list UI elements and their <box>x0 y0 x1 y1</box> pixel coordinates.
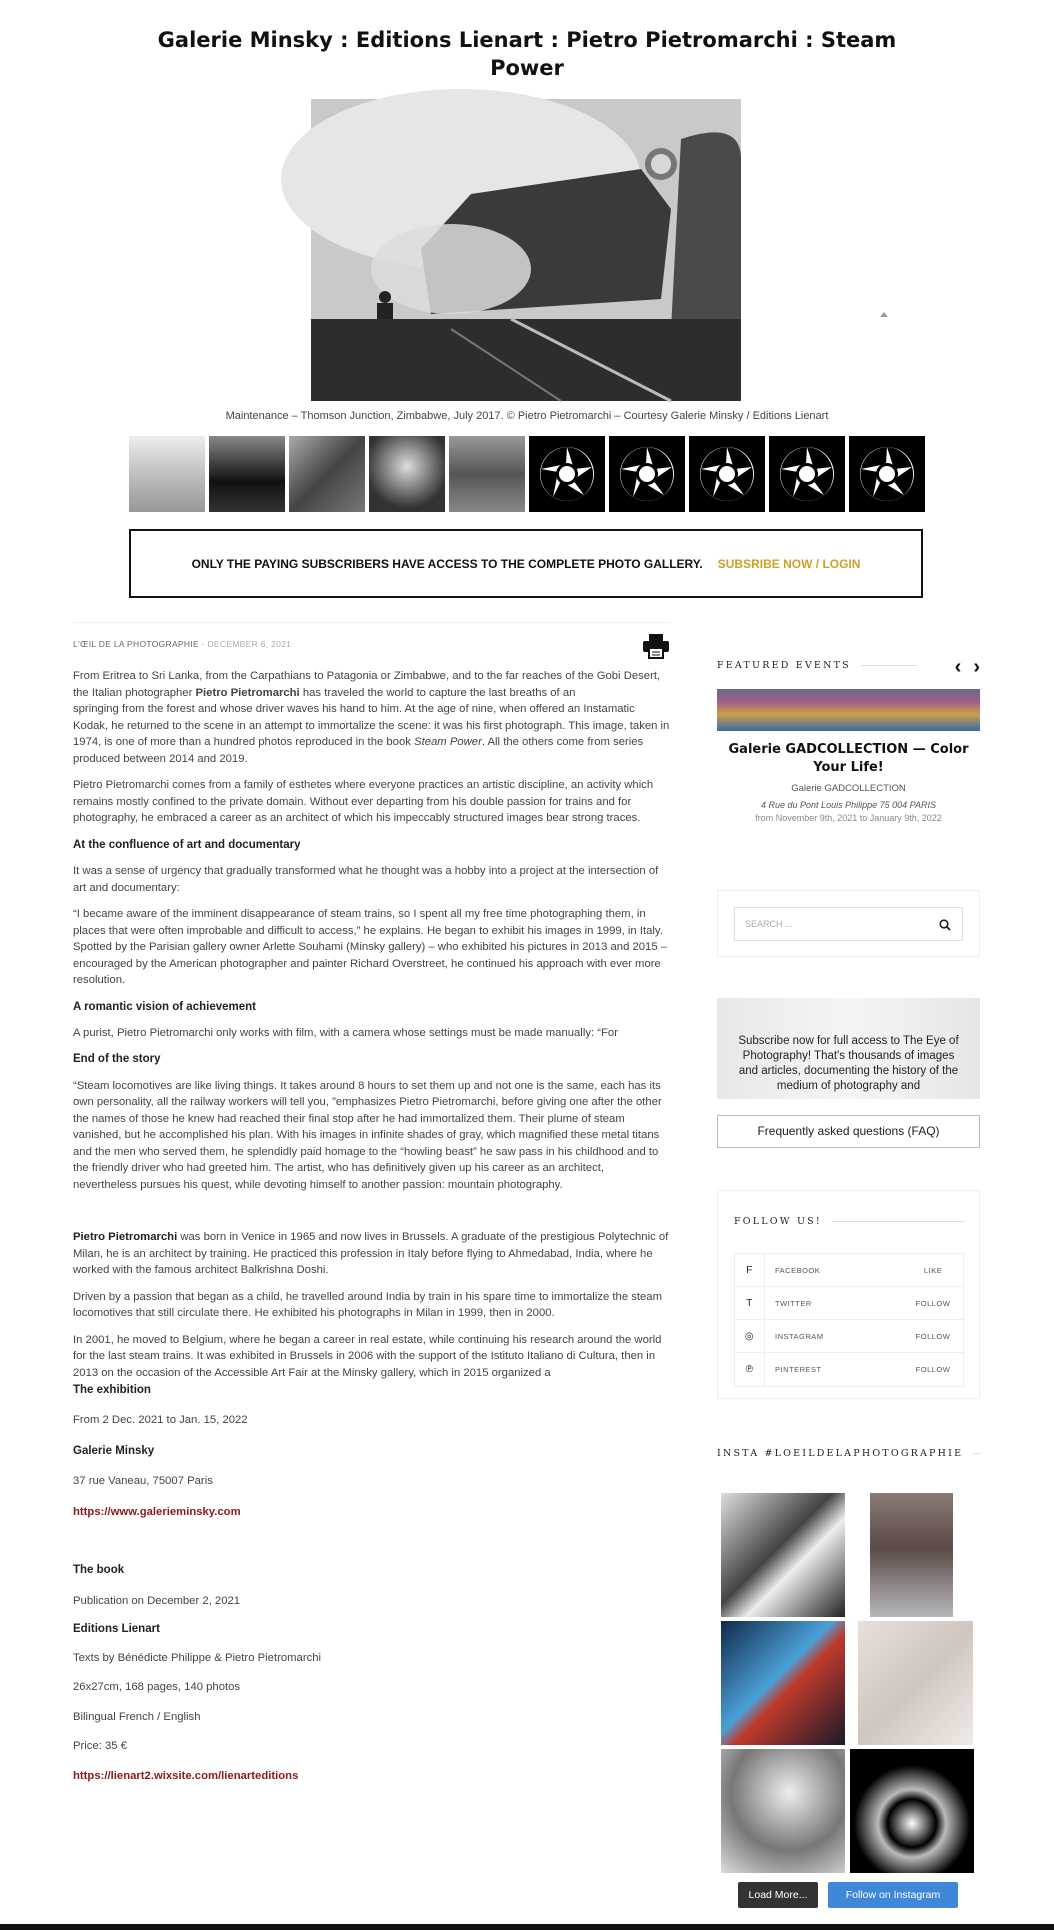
book-price: Price: 35 € <box>73 1740 128 1752</box>
post-category[interactable]: L'ŒIL DE LA PHOTOGRAPHIE <box>73 639 199 649</box>
chevron-right-icon[interactable]: › <box>973 656 980 678</box>
pinterest-icon: ℗ <box>735 1353 765 1386</box>
article-paragraph: A purist, Pietro Pietromarchi only works with film, with a camera whose settings must be made manually: “For <box>73 1027 618 1039</box>
locked-thumb-aperture-icon[interactable] <box>609 436 685 512</box>
event-image[interactable] <box>717 689 980 731</box>
widget-title <box>734 1216 964 1227</box>
like-button[interactable]: LIKE <box>923 1265 943 1275</box>
book-publication: Publication on December 2, 2021 <box>73 1594 241 1607</box>
subscribe-promo[interactable] <box>717 998 980 1099</box>
featured-events-title: FEATURED EVENTS <box>717 660 851 671</box>
gallery-thumb[interactable] <box>289 436 365 512</box>
social-name: TWITTER <box>775 1298 812 1308</box>
search-icon[interactable] <box>939 919 951 931</box>
article-paragraph: It was a sense of urgency that gradually transformed what he thought was a hobby into a project at the intersection of art and documentary: <box>73 865 659 894</box>
meta-separator: · <box>201 639 205 649</box>
instagram-widget-title <box>717 1448 980 1459</box>
carousel-nav <box>954 656 980 678</box>
gallery-link[interactable]: https://www.galerieminsky.com <box>73 1505 241 1518</box>
instagram-photo[interactable] <box>850 1749 974 1873</box>
book-heading: The book <box>73 1564 125 1576</box>
exhibition-dates: From 2 Dec. 2021 to Jan. 15, 2022 <box>73 1414 248 1426</box>
locked-thumb-aperture-icon[interactable] <box>849 436 925 512</box>
instagram-actions <box>738 1882 958 1908</box>
footer-bar <box>0 1924 1054 1930</box>
social-row-instagram[interactable] <box>735 1320 963 1353</box>
article-paragraph: Driven by a passion that began as a child, he travelled around India by train in his spare time to immortalize the steam locomotives that still circulate there. He exhibited his photographs in Milan in 1999, then in 2000. <box>73 1290 663 1319</box>
locked-thumb-aperture-icon[interactable] <box>769 436 845 512</box>
instagram-photo[interactable] <box>858 1621 973 1745</box>
follow-us-widget <box>717 1190 980 1399</box>
gallery-thumb[interactable] <box>449 436 525 512</box>
follow-button[interactable]: FOLLOW <box>915 1331 951 1341</box>
facebook-icon: F <box>735 1254 765 1287</box>
book-link[interactable]: https://lienart2.wixsite.com/lienarteditions <box>73 1769 299 1782</box>
post-meta <box>73 639 291 649</box>
insta-title: INSTA #LOEILDELAPHOTOGRAPHIE <box>717 1448 964 1459</box>
faq-button[interactable]: Frequently asked questions (FAQ) <box>717 1115 980 1148</box>
scroll-indicator-icon <box>880 312 888 317</box>
featured-events-widget <box>717 656 980 823</box>
article-paragraph: “I became aware of the imminent disappearance of steam trains, so I spent all my free time photographing them, in places that were often improbable and difficult to access,” he explains. He began to exhibit his images in 1999, in Italy. Spotted by the Parisian gallery owner Arlette Souhami (Minsky gallery) – who exhibited his pictures in 2013 and 2015 – encouraged by the American photographer and painter Richard Overstreet, he continued his approach with ever more resolution. <box>73 908 668 986</box>
gallery-name: Galerie Minsky <box>73 1444 155 1457</box>
follow-title: FOLLOW US! <box>734 1216 822 1227</box>
steam-locomotive-photo <box>311 99 741 401</box>
subscribe-login-link[interactable]: SUBSRIBE NOW / LOGIN <box>717 556 861 571</box>
exhibition-heading: The exhibition <box>73 1383 151 1396</box>
book-publisher: Editions Lienart <box>73 1623 160 1635</box>
section-heading: End of the story <box>73 1053 161 1065</box>
locked-thumb-aperture-icon[interactable] <box>689 436 765 512</box>
gallery-thumb[interactable] <box>129 436 205 512</box>
gallery-thumb[interactable] <box>369 436 445 512</box>
article-paragraph: In 2001, he moved to Belgium, where he began a career in real estate, while continuing his research around the world for the last steam trains. It was exhibited in Brussels in 2006 with the support of the Istituto Italiano di Cultura, then in 2013 on the occasion of the Accessible Art Fair at the Minsky gallery, which in 2015 organized a <box>73 1333 662 1379</box>
social-row-facebook[interactable] <box>735 1254 963 1287</box>
load-more-button[interactable]: Load More... <box>738 1882 818 1908</box>
post-date: DECEMBER 6, 2021 <box>207 639 292 649</box>
title-rule <box>861 665 917 666</box>
social-list <box>734 1253 964 1387</box>
book-texts: Texts by Bénédicte Philippe & Pietro Pietromarchi <box>73 1651 322 1664</box>
page-title: Galerie Minsky : Editions Lienart : Pietro Pietromarchi : Steam Power <box>157 28 897 80</box>
search-input[interactable]: SEARCH ... <box>734 907 963 941</box>
book-format: 26x27cm, 168 pages, 140 photos <box>73 1681 241 1693</box>
subscribe-text: Subscribe now for full access to The Eye of Photography! That's thousands of images and articles, documenting the history of the medium of photography and <box>738 1035 959 1092</box>
widget-title <box>717 660 917 671</box>
section-heading: At the confluence of art and documentary <box>73 838 301 851</box>
event-title[interactable]: Galerie GADCOLLECTION — Color Your Life! <box>728 742 969 775</box>
follow-button[interactable]: FOLLOW <box>915 1365 951 1374</box>
social-name: INSTAGRAM <box>775 1331 824 1341</box>
social-row-twitter[interactable] <box>735 1287 963 1320</box>
book-language: Bilingual French / English <box>73 1710 201 1723</box>
article-paragraph: From Eritrea to Sri Lanka, from the Carpathians to Patagonia or Zimbabwe, and to the far reaches of the Gobi Desert, the Italian photographer Pietro Pietromarchi has traveled the world to capture the last breaths of an <box>73 670 661 699</box>
social-name: PINTEREST <box>775 1365 822 1374</box>
chevron-left-icon[interactable]: ‹ <box>954 656 962 678</box>
article-paragraph: Pietro Pietromarchi was born in Venice in 1965 and now lives in Brussels. A graduate of the prestigious Polytechnic of Milan, he is an architect by training. He practiced this profession in Italy before flying to Ahmedabad, India, where he worked with the famous architect Balkrishna Doshi. <box>73 1231 669 1276</box>
locked-thumb-aperture-icon[interactable] <box>529 436 605 512</box>
instagram-photo[interactable] <box>721 1621 845 1745</box>
gallery-address: 37 rue Vaneau, 75007 Paris <box>73 1475 213 1487</box>
hero-image[interactable] <box>311 99 741 401</box>
paywall-banner <box>129 529 923 598</box>
instagram-photo[interactable] <box>870 1493 953 1617</box>
social-row-pinterest[interactable] <box>735 1353 963 1386</box>
print-icon[interactable] <box>642 633 670 659</box>
event-dates: from November 9th, 2021 to January 9th, 2022 <box>755 813 942 823</box>
section-heading: A romantic vision of achievement <box>73 1000 256 1013</box>
follow-on-instagram-button[interactable]: Follow on Instagram <box>828 1882 958 1908</box>
event-gallery: Galerie GADCOLLECTION <box>791 783 906 794</box>
twitter-icon: T <box>735 1287 765 1320</box>
instagram-photo[interactable] <box>721 1493 845 1617</box>
gallery-thumb[interactable] <box>209 436 285 512</box>
instagram-photo[interactable] <box>721 1749 845 1873</box>
article-paragraph: Pietro Pietromarchi comes from a family of esthetes where everyone practices an artistic discipline, an activity which remains mostly confined to the private domain. Without ever departing from his double passion for trains and for photography, he embraced a career as an architect of which his impeccably structured images bear strong traces. <box>73 779 654 824</box>
instagram-icon: ◎ <box>735 1320 765 1353</box>
article-body <box>73 668 671 1794</box>
paywall-message: ONLY THE PAYING SUBSCRIBERS HAVE ACCESS TO THE COMPLETE PHOTO GALLERY. <box>191 556 703 571</box>
title-rule <box>832 1221 964 1222</box>
article-paragraph: “Steam locomotives are like living things. It takes around 8 hours to set them up and not one is the same, each has its own personality, all the railway workers will tell you, ”emphasizes Pietro Pietromarchi, before giving one after the other the names of those he knew had reached their final stop after he had immortalized them. Their plume of steam vanished, but he accomplished his plan. With his images in infinite shades of gray, which magnified these metal titans and the men who served them, he splendidly paid homage to the “howling beast” he saw pass in his childhood and to the friendly driver who had greeted him. The artist, who has definitively given up his career as an architect, nevertheless pursues his quest, while devoting himself to another passion: mountain photography. <box>73 1079 662 1191</box>
event-address: 4 Rue du Pont Louis Philippe 75 004 PARIS <box>761 800 936 810</box>
hero-caption: Maintenance – Thomson Junction, Zimbabwe, July 2017. © Pietro Pietromarchi – Courtesy Galerie Minsky / Editions Lienart <box>225 410 829 422</box>
social-name: FACEBOOK <box>775 1265 821 1275</box>
divider <box>73 622 671 623</box>
follow-button[interactable]: FOLLOW <box>915 1298 951 1308</box>
search-widget <box>717 890 980 957</box>
article-paragraph: springing from the forest and whose driver waves his hand to him. At the age of nine, when offered an Instamatic Kodak, he returned to the scene in an attempt to immortalize the scene: it was his first photograph. This image, taken in 1974, is one of more than a hundred photos reproduced in the book Steam Power. All the others come from series produced between 2014 and 2019. <box>73 703 670 765</box>
title-rule <box>973 1453 980 1454</box>
photo-gallery-thumbnails <box>129 436 923 512</box>
